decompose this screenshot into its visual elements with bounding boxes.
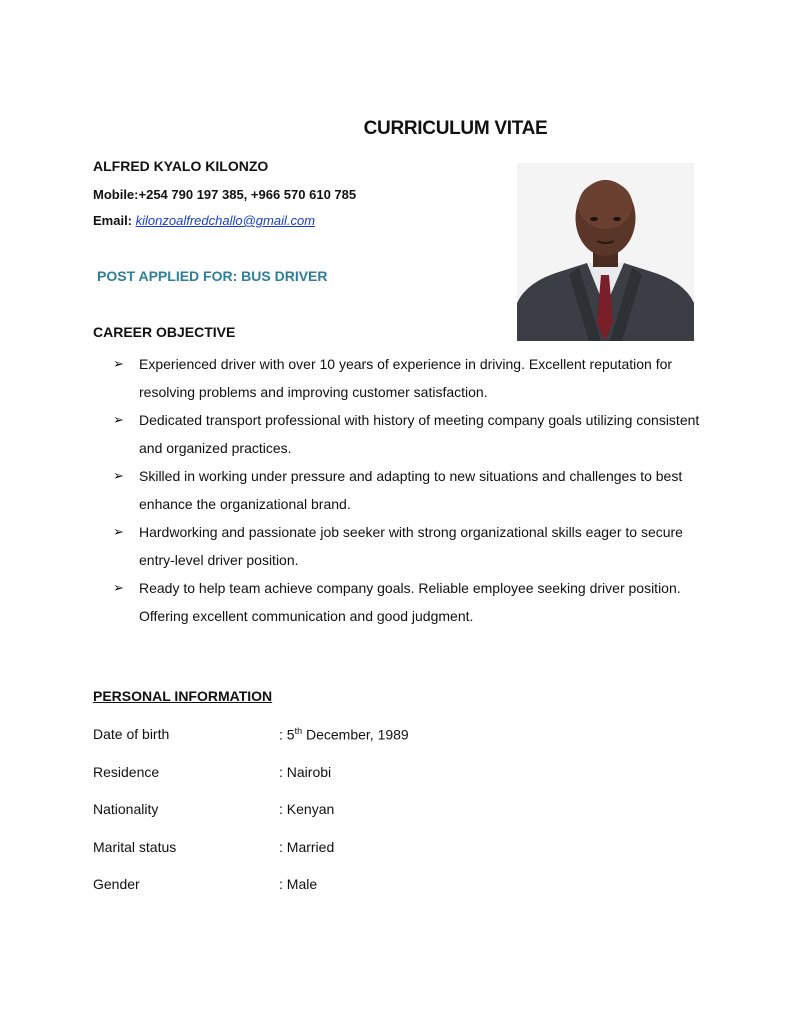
dob-value [279,726,409,743]
gender-value: : Male [279,876,318,892]
arrow-bullet-icon: ➢ [113,580,124,595]
applicant-name: ALFRED KYALO KILONZO [93,158,269,174]
objective-text: Experienced driver with over 10 years of experience in driving. Excellent reputation for resolving problems and improving customer satisfaction. [139,356,673,400]
profile-photo [517,163,694,341]
post-applied: POST APPLIED FOR: BUS DRIVER [97,268,328,284]
marital-value: : Married [279,839,335,855]
nationality-value: : Kenyan [279,801,335,817]
list-item [93,350,713,406]
career-objective-heading: CAREER OBJECTIVE [93,324,236,340]
mobile-line [93,187,356,202]
personal-information-heading: PERSONAL INFORMATION [93,688,273,704]
document-title: CURRICULUM VITAE [363,118,548,139]
dob-label: Date of birth [93,726,170,742]
arrow-bullet-icon: ➢ [113,356,124,371]
list-item [93,406,713,462]
career-objective-list [93,350,713,630]
residence-label: Residence [93,764,160,780]
mobile-label: Mobile: [93,187,139,202]
objective-text: Skilled in working under pressure and adapting to new situations and challenges to best enhance the organizational brand. [139,468,683,512]
arrow-bullet-icon: ➢ [113,468,124,483]
nationality-label: Nationality [93,801,159,817]
objective-text: Ready to help team achieve company goals. Reliable employee seeking driver position. Offering excellent communication and good judgment. [139,580,681,624]
email-label: Email: [93,213,133,228]
objective-text: Dedicated transport professional with history of meeting company goals utilizing consistent and organized practices. [139,412,700,456]
arrow-bullet-icon: ➢ [113,524,124,539]
objective-text: Hardworking and passionate job seeker with strong organizational skills eager to secure entry-level driver position. [139,524,683,568]
residence-value: : Nairobi [279,764,332,780]
dob-day: : 5 [279,726,295,743]
mobile-value: +254 790 197 385, +966 570 610 785 [138,187,357,202]
list-item [93,518,713,574]
email-link[interactable]: kilonzoalfredchallo@gmail.com [135,213,316,228]
marital-label: Marital status [93,839,177,855]
gender-label: Gender [93,876,140,892]
arrow-bullet-icon: ➢ [113,412,124,427]
dob-month-year: December, 1989 [302,726,409,743]
list-item [93,462,713,518]
email-line [93,213,315,228]
list-item [93,574,713,630]
dob-suffix: th [294,726,303,736]
